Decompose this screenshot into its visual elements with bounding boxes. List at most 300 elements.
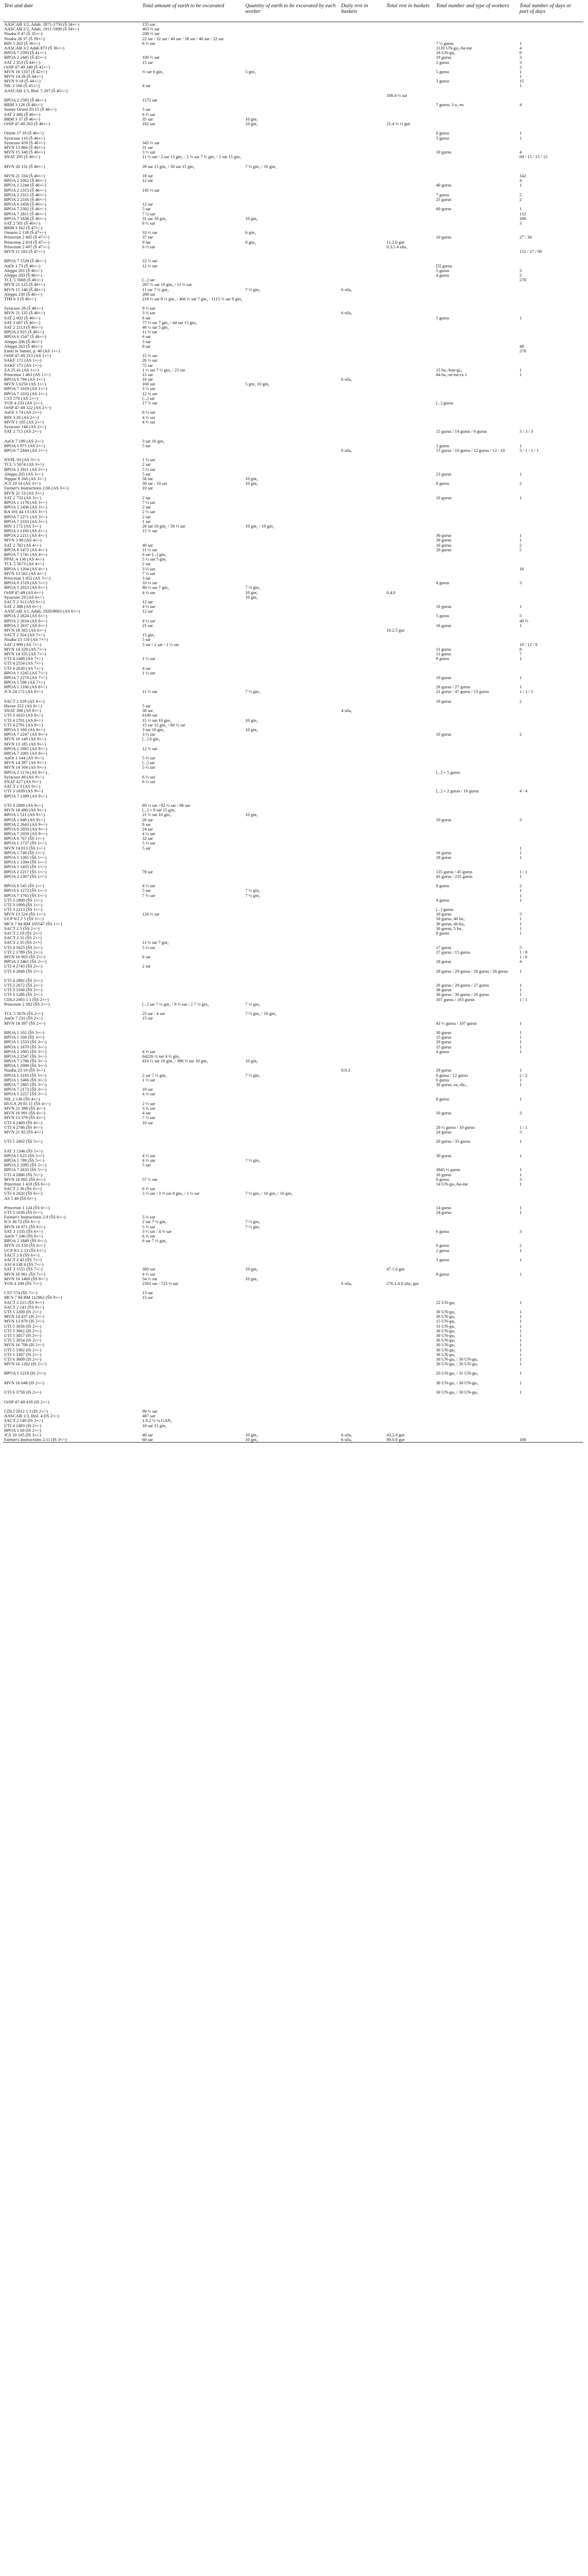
header-row	[3, 2, 583, 22]
days-cell	[518, 1121, 583, 1125]
days-cell	[518, 434, 583, 438]
daily-rest-cell	[340, 515, 385, 519]
workers-cell	[435, 1187, 518, 1191]
workers-cell	[435, 297, 518, 301]
quantity-per-worker-cell	[244, 751, 340, 756]
text-and-date-cell: SACT 2 43 (ŠS 7+/-)	[4, 1257, 42, 1262]
total-rest-cell	[385, 822, 435, 827]
table-row	[3, 737, 583, 741]
days-cell: 3	[519, 221, 522, 226]
workers-cell	[435, 799, 518, 803]
total-amount-cell	[141, 1376, 244, 1381]
total-amount-cell	[141, 65, 244, 70]
daily-rest-cell	[340, 808, 385, 812]
workers-cell: 13 gurus / 10 gurus / 12 gurus / 12 / 10	[436, 448, 505, 453]
daily-rest-cell	[340, 103, 385, 107]
total-amount-cell	[141, 1007, 244, 1011]
daily-rest-cell	[340, 439, 385, 444]
total-amount-cell	[141, 249, 244, 254]
days-cell	[518, 330, 583, 334]
total-rest-cell	[385, 708, 435, 713]
quantity-per-worker-cell	[244, 1206, 340, 1210]
table-row	[3, 1206, 583, 1210]
total-amount-cell: 1 ½ sar	[142, 670, 156, 675]
text-and-date-cell: Princeton 2 414 (Š 47+/-)	[4, 240, 49, 245]
quantity-per-worker-cell	[244, 884, 340, 888]
days-cell	[518, 637, 583, 642]
total-rest-cell	[385, 207, 435, 211]
total-rest-cell	[385, 1144, 435, 1148]
workers-cell: 10 gurus	[436, 912, 451, 917]
total-rest-cell	[385, 164, 435, 169]
total-rest-cell	[385, 912, 435, 917]
total-rest-cell	[385, 637, 435, 642]
daily-rest-cell	[340, 1026, 385, 1030]
table-row	[3, 496, 583, 500]
quantity-per-worker-cell	[244, 1362, 340, 1366]
daily-rest-cell	[340, 803, 385, 808]
total-rest-cell	[385, 732, 435, 737]
days-cell	[518, 1201, 583, 1206]
daily-rest-cell	[340, 1082, 385, 1087]
total-rest-cell	[385, 259, 435, 263]
table-row	[3, 1286, 583, 1291]
table-row	[3, 1045, 583, 1049]
total-amount-cell: 6 ½ sar	[142, 221, 156, 226]
text-and-date-cell: UTI 4 2620 (ŠS 6+/-)	[4, 1191, 43, 1196]
workers-cell	[435, 1385, 518, 1390]
workers-cell	[435, 642, 518, 647]
table-row	[3, 898, 583, 903]
quantity-per-worker-cell	[244, 827, 340, 832]
text-and-date-cell: MVN 14 504 (AS 9+/-)	[4, 765, 46, 770]
total-amount-cell	[141, 1021, 244, 1026]
quantity-per-worker-cell	[244, 297, 340, 301]
total-amount-cell: 2 sar	[142, 964, 151, 969]
total-rest-cell	[385, 1234, 435, 1239]
quantity-per-worker-cell	[244, 1016, 340, 1021]
total-rest-cell: 21.4 ½ ½ gur	[387, 121, 410, 126]
text-and-date-cell: MVN 21 150 (ŠS 6+/-)	[4, 1243, 45, 1248]
text-and-date-cell: OrSP 47-49 263 (Š 46+/-)	[4, 121, 51, 126]
days-cell	[518, 159, 583, 164]
total-amount-cell: 2 ½ sar	[142, 1101, 156, 1106]
workers-cell	[435, 903, 518, 907]
total-amount-cell: 10 sar	[142, 377, 153, 382]
days-cell	[518, 1134, 583, 1139]
text-and-date-cell: BPOA 7 2632 (ŠS 5+/-)	[4, 1167, 47, 1173]
total-amount-cell: 54 ⅓ sar	[142, 1276, 158, 1281]
daily-rest-cell	[340, 169, 385, 174]
table-row	[3, 552, 583, 557]
workers-cell: 30 UN-gu₃	[436, 1343, 456, 1348]
total-amount-cell: 2303 sar / 723 ⅔ sar	[142, 1281, 178, 1286]
quantity-per-worker-cell	[244, 1111, 340, 1115]
days-cell	[518, 386, 583, 391]
workers-cell: 8 gurus	[436, 884, 449, 889]
total-rest-cell	[385, 718, 435, 723]
total-rest-cell	[385, 950, 435, 955]
days-cell	[518, 1002, 583, 1007]
text-and-date-cell: JCS 10 14 (AS 3+/-)	[4, 481, 41, 486]
days-cell	[518, 89, 583, 93]
total-amount-cell: 4 ⅔ sar	[142, 419, 156, 425]
daily-rest-cell	[340, 1215, 385, 1219]
quantity-per-worker-cell	[244, 174, 340, 178]
table-row	[3, 50, 583, 55]
workers-cell	[435, 552, 518, 557]
total-rest-cell	[385, 1357, 435, 1362]
total-amount-cell: 15 gin₂	[142, 633, 155, 638]
table-row	[3, 74, 583, 79]
table-row	[3, 1040, 583, 1044]
table-row	[3, 784, 583, 789]
quantity-per-worker-cell: 6 gin₂	[245, 230, 256, 235]
workers-cell	[435, 306, 518, 311]
text-and-date-cell	[3, 254, 141, 259]
text-and-date-cell: TCL 5 5668 (Š 46+/-)	[4, 278, 43, 283]
total-rest-cell	[385, 1040, 435, 1044]
days-cell	[518, 879, 583, 884]
daily-rest-cell	[340, 538, 385, 543]
workers-cell: 4 gurus	[436, 273, 449, 278]
table-row	[3, 439, 583, 444]
total-rest-cell	[385, 396, 435, 401]
workers-cell: 10 gurus	[436, 235, 451, 240]
total-amount-cell: 1.0.2 ½ ¼ GAN₂	[142, 1418, 173, 1423]
daily-rest-cell: 6 sila₃	[341, 377, 352, 382]
total-amount-cell	[141, 1324, 244, 1329]
table-row	[3, 1281, 583, 1286]
total-amount-cell	[141, 794, 244, 799]
total-amount-cell: 3 sar 10 gin₂	[142, 438, 165, 444]
daily-rest-cell	[340, 50, 385, 55]
text-and-date-cell	[3, 1395, 141, 1399]
text-and-date-cell	[3, 1286, 141, 1291]
daily-rest-cell	[340, 1324, 385, 1329]
daily-rest-cell	[340, 425, 385, 429]
workers-cell	[435, 259, 518, 263]
total-amount-cell: 4 sar	[142, 666, 151, 671]
text-and-date-cell: BPOA 1 1394 (ŠS 1+/-)	[4, 860, 47, 865]
daily-rest-cell	[340, 1154, 385, 1158]
table-row	[3, 623, 583, 628]
total-amount-cell	[141, 1030, 244, 1035]
quantity-per-worker-cell	[244, 950, 340, 955]
text-and-date-cell: BPOA 2 2461 (ŠS 2+/-)	[4, 959, 47, 964]
quantity-per-worker-cell: 5 gin₂ 10 gin₂	[245, 382, 270, 387]
workers-cell	[435, 415, 518, 420]
quantity-per-worker-cell	[244, 325, 340, 330]
document-page	[3, 2, 583, 1443]
daily-rest-cell	[340, 529, 385, 533]
text-and-date-cell: BPOA 1 1106 (AS 8+/-)	[4, 685, 47, 690]
days-cell: 4	[519, 178, 522, 183]
workers-cell	[435, 600, 518, 604]
daily-rest-cell	[340, 718, 385, 723]
total-amount-cell: 2 sar	[142, 514, 151, 519]
workers-cell	[435, 893, 518, 898]
days-cell	[518, 1087, 583, 1092]
quantity-per-worker-cell	[244, 1300, 340, 1305]
days-cell: 1	[519, 969, 522, 974]
quantity-per-worker-cell	[244, 500, 340, 505]
daily-rest-cell	[340, 349, 385, 353]
workers-cell	[435, 936, 518, 940]
quantity-per-worker-cell: 10 gin₂	[245, 590, 258, 595]
total-amount-cell	[141, 851, 244, 855]
total-rest-cell	[385, 340, 435, 344]
workers-cell: 15 gurus	[436, 1035, 451, 1040]
days-cell	[518, 297, 583, 301]
table-row	[3, 633, 583, 637]
quantity-per-worker-cell	[244, 46, 340, 50]
total-amount-cell: 6 sar 7 ½ gin₂	[142, 1239, 167, 1244]
days-cell	[518, 609, 583, 614]
daily-rest-cell	[340, 481, 385, 486]
table-row	[3, 297, 583, 301]
table-row	[3, 1404, 583, 1409]
total-rest-cell	[385, 37, 435, 41]
workers-cell: 2 gurus	[436, 60, 449, 65]
total-rest-cell	[385, 1154, 435, 1158]
total-rest-cell	[385, 917, 435, 921]
quantity-per-worker-cell	[244, 964, 340, 969]
total-rest-cell	[385, 1163, 435, 1167]
total-amount-cell	[141, 1352, 244, 1357]
text-and-date-cell: MVN 21 92 (ŠS 4+/-)	[4, 1129, 43, 1134]
workers-cell	[435, 1026, 518, 1030]
daily-rest-cell	[340, 477, 385, 481]
text-and-date-cell: BPOA 6 1519 (AS 5+/-)	[4, 581, 47, 586]
quantity-per-worker-cell	[244, 1333, 340, 1338]
workers-cell	[435, 1158, 518, 1163]
quantity-per-worker-cell	[244, 136, 340, 141]
daily-rest-cell	[340, 122, 385, 126]
quantity-per-worker-cell	[244, 112, 340, 117]
quantity-per-worker-cell: 7 ½ gin₂	[245, 1224, 261, 1229]
total-amount-cell	[141, 1248, 244, 1253]
text-and-date-cell: BPOA 6 2050 (AS 9+/-)	[4, 826, 47, 832]
daily-rest-cell	[340, 37, 385, 41]
table-row	[3, 756, 583, 760]
total-amount-cell: 3 sar 10 gin₂	[142, 727, 165, 732]
table-row	[3, 666, 583, 671]
total-rest-cell	[385, 415, 435, 420]
days-cell	[518, 713, 583, 718]
table-row	[3, 1158, 583, 1163]
total-rest-cell	[385, 60, 435, 65]
daily-rest-cell	[340, 46, 385, 50]
days-cell	[518, 410, 583, 415]
workers-cell: 17 gurus / 15 gurus	[436, 950, 471, 955]
daily-rest-cell	[340, 306, 385, 311]
text-and-date-cell: UTI 4 2554 (AS 7+/-)	[4, 661, 43, 666]
quantity-per-worker-cell	[244, 462, 340, 467]
total-rest-cell	[385, 789, 435, 793]
text-and-date-cell: Princeton 2 497 (Š 47+/-)	[4, 244, 49, 249]
days-cell	[518, 1054, 583, 1059]
text-and-date-cell: MCS 7 94 BM 112962 (ŠS 9+/-)	[4, 1295, 62, 1300]
text-and-date-cell: SACT 2 5 (ŠS 2+/-)	[4, 926, 40, 931]
workers-cell	[435, 529, 518, 533]
days-cell	[518, 358, 583, 363]
quantity-per-worker-cell	[244, 264, 340, 268]
days-cell: 2	[519, 273, 522, 278]
table-row	[3, 689, 583, 694]
workers-cell	[435, 325, 518, 330]
total-amount-cell: 40 sar	[142, 543, 153, 548]
daily-rest-cell	[340, 1219, 385, 1224]
total-amount-cell	[141, 453, 244, 457]
total-amount-cell: [...] sar	[142, 760, 155, 766]
total-amount-cell: 360 sar	[142, 1267, 156, 1272]
total-rest-cell	[385, 959, 435, 964]
text-and-date-cell	[3, 1366, 141, 1371]
days-cell	[518, 264, 583, 268]
total-rest-cell	[385, 401, 435, 405]
workers-cell	[435, 1414, 518, 1418]
workers-cell	[435, 439, 518, 444]
quantity-per-worker-cell	[244, 1404, 340, 1409]
quantity-per-worker-cell	[244, 1234, 340, 1239]
daily-rest-cell	[340, 945, 385, 950]
text-and-date-cell: MVN 16 961 (ŠS 7+/-)	[4, 1272, 45, 1277]
total-amount-cell: 208 ⅓ sar	[142, 31, 160, 37]
daily-rest-cell	[340, 600, 385, 604]
quantity-per-worker-cell	[244, 1414, 340, 1418]
daily-rest-cell	[340, 325, 385, 330]
table-row	[3, 799, 583, 803]
workers-cell	[435, 704, 518, 708]
workers-cell	[435, 595, 518, 600]
quantity-per-worker-cell	[244, 1144, 340, 1148]
text-and-date-cell: BPOA 7 2274 (AS 7+/-)	[4, 675, 47, 680]
workers-cell	[435, 358, 518, 363]
total-amount-cell: 6 ½ sar	[142, 410, 156, 415]
table-row	[3, 1371, 583, 1376]
total-rest-cell	[385, 316, 435, 320]
total-rest-cell	[385, 481, 435, 486]
table-row	[3, 287, 583, 292]
daily-rest-cell	[340, 974, 385, 978]
total-amount-cell: 120 ⅔ sar	[142, 912, 160, 917]
days-cell: 2	[519, 197, 522, 202]
total-amount-cell: [...] sar 7 ½ gin₂ / 9 ⅔ sar / 2 7 ½ gin₂	[142, 1002, 209, 1007]
text-and-date-cell: JCS 24 172 (AS 8+/-)	[4, 689, 43, 694]
quantity-per-worker-cell	[244, 155, 340, 159]
total-rest-cell	[385, 983, 435, 988]
text-and-date-cell: Enoti in Sumer, p. 46 (AS 1+/-)	[4, 348, 60, 353]
days-cell: 1	[519, 1300, 522, 1305]
total-amount-cell	[141, 685, 244, 689]
days-cell: 16	[519, 566, 524, 571]
table-row	[3, 1272, 583, 1277]
total-rest-cell	[385, 846, 435, 851]
table-row	[3, 93, 583, 98]
total-rest-cell	[385, 377, 435, 382]
days-cell	[518, 1295, 583, 1300]
total-rest-cell	[385, 870, 435, 874]
table-row	[3, 818, 583, 822]
total-amount-cell: 7 ½ sar	[142, 571, 156, 576]
total-rest-cell	[385, 145, 435, 150]
text-and-date-cell: BPOA 1 1670 (ŠS 3+/-)	[4, 1044, 47, 1049]
days-cell: 1	[519, 1380, 522, 1385]
table-row	[3, 1414, 583, 1418]
quantity-per-worker-cell	[244, 1338, 340, 1343]
workers-cell: 107 gurus / 193 gurus	[436, 997, 475, 1002]
total-rest-cell	[385, 453, 435, 457]
total-amount-cell	[141, 491, 244, 496]
table-row	[3, 600, 583, 604]
quantity-per-worker-cell	[244, 1154, 340, 1158]
workers-cell: 43 ⅓ gurus / 107 gurus	[436, 1021, 477, 1026]
table-row	[3, 1021, 583, 1026]
days-cell	[518, 287, 583, 292]
total-amount-cell: 26 sar 10 gin₂ / 50 ⅔ sar	[142, 523, 186, 529]
days-cell	[518, 486, 583, 490]
total-rest-cell	[385, 216, 435, 221]
text-and-date-cell: BPOA 7 2811 (Š 46+/-)	[4, 211, 46, 216]
total-amount-cell: 30 sar / 10 sar	[142, 481, 167, 486]
text-and-date-cell: Aleppo 205 (AS 3+/-)	[4, 471, 43, 477]
daily-rest-cell	[340, 576, 385, 581]
table-row	[3, 524, 583, 529]
daily-rest-cell	[340, 585, 385, 590]
total-rest-cell: 276.1.4 8 sila₃ gur	[387, 1281, 419, 1286]
workers-cell	[435, 212, 518, 216]
total-amount-cell	[141, 448, 244, 453]
total-rest-cell	[385, 1101, 435, 1106]
days-cell	[518, 425, 583, 429]
table-row	[3, 1248, 583, 1253]
quantity-per-worker-cell	[244, 818, 340, 822]
workers-cell	[435, 1215, 518, 1219]
daily-rest-cell	[340, 562, 385, 566]
days-cell: 3	[519, 1177, 522, 1182]
total-amount-cell: 10 sar	[142, 1087, 153, 1092]
text-and-date-cell: BPOA 6 794 (AS 1+/-)	[4, 377, 45, 382]
total-rest-cell	[385, 652, 435, 656]
quantity-per-worker-cell: 10 gin₂	[245, 1267, 258, 1272]
workers-cell	[435, 737, 518, 741]
text-and-date-cell: SACT 2 35 (ŠS 2+/-)	[4, 940, 42, 945]
daily-rest-cell	[340, 145, 385, 150]
text-and-date-cell: MVN 16 648 (IS 2+/-)	[4, 1380, 44, 1385]
quantity-per-worker-cell	[244, 306, 340, 311]
days-cell	[518, 964, 583, 969]
table-row	[3, 543, 583, 548]
days-cell	[518, 794, 583, 799]
table-row	[3, 1201, 583, 1206]
workers-cell	[435, 1437, 518, 1443]
quantity-per-worker-cell	[244, 1082, 340, 1087]
daily-rest-cell	[340, 680, 385, 685]
total-rest-cell	[385, 444, 435, 448]
daily-rest-cell	[340, 510, 385, 514]
total-amount-cell: 155 sar	[142, 22, 156, 27]
table-row	[3, 1348, 583, 1352]
text-and-date-cell: Princeton 2 405 (Š 47+/-)	[4, 235, 49, 240]
quantity-per-worker-cell	[244, 1352, 340, 1357]
table-row	[3, 1395, 583, 1399]
total-rest-cell	[385, 1115, 435, 1120]
total-rest-cell	[385, 898, 435, 903]
workers-cell: [5] gurus	[436, 263, 452, 268]
daily-rest-cell	[340, 1243, 385, 1248]
text-and-date-cell: UTI 4 2848 (ŠS 2+/-)	[4, 969, 43, 974]
